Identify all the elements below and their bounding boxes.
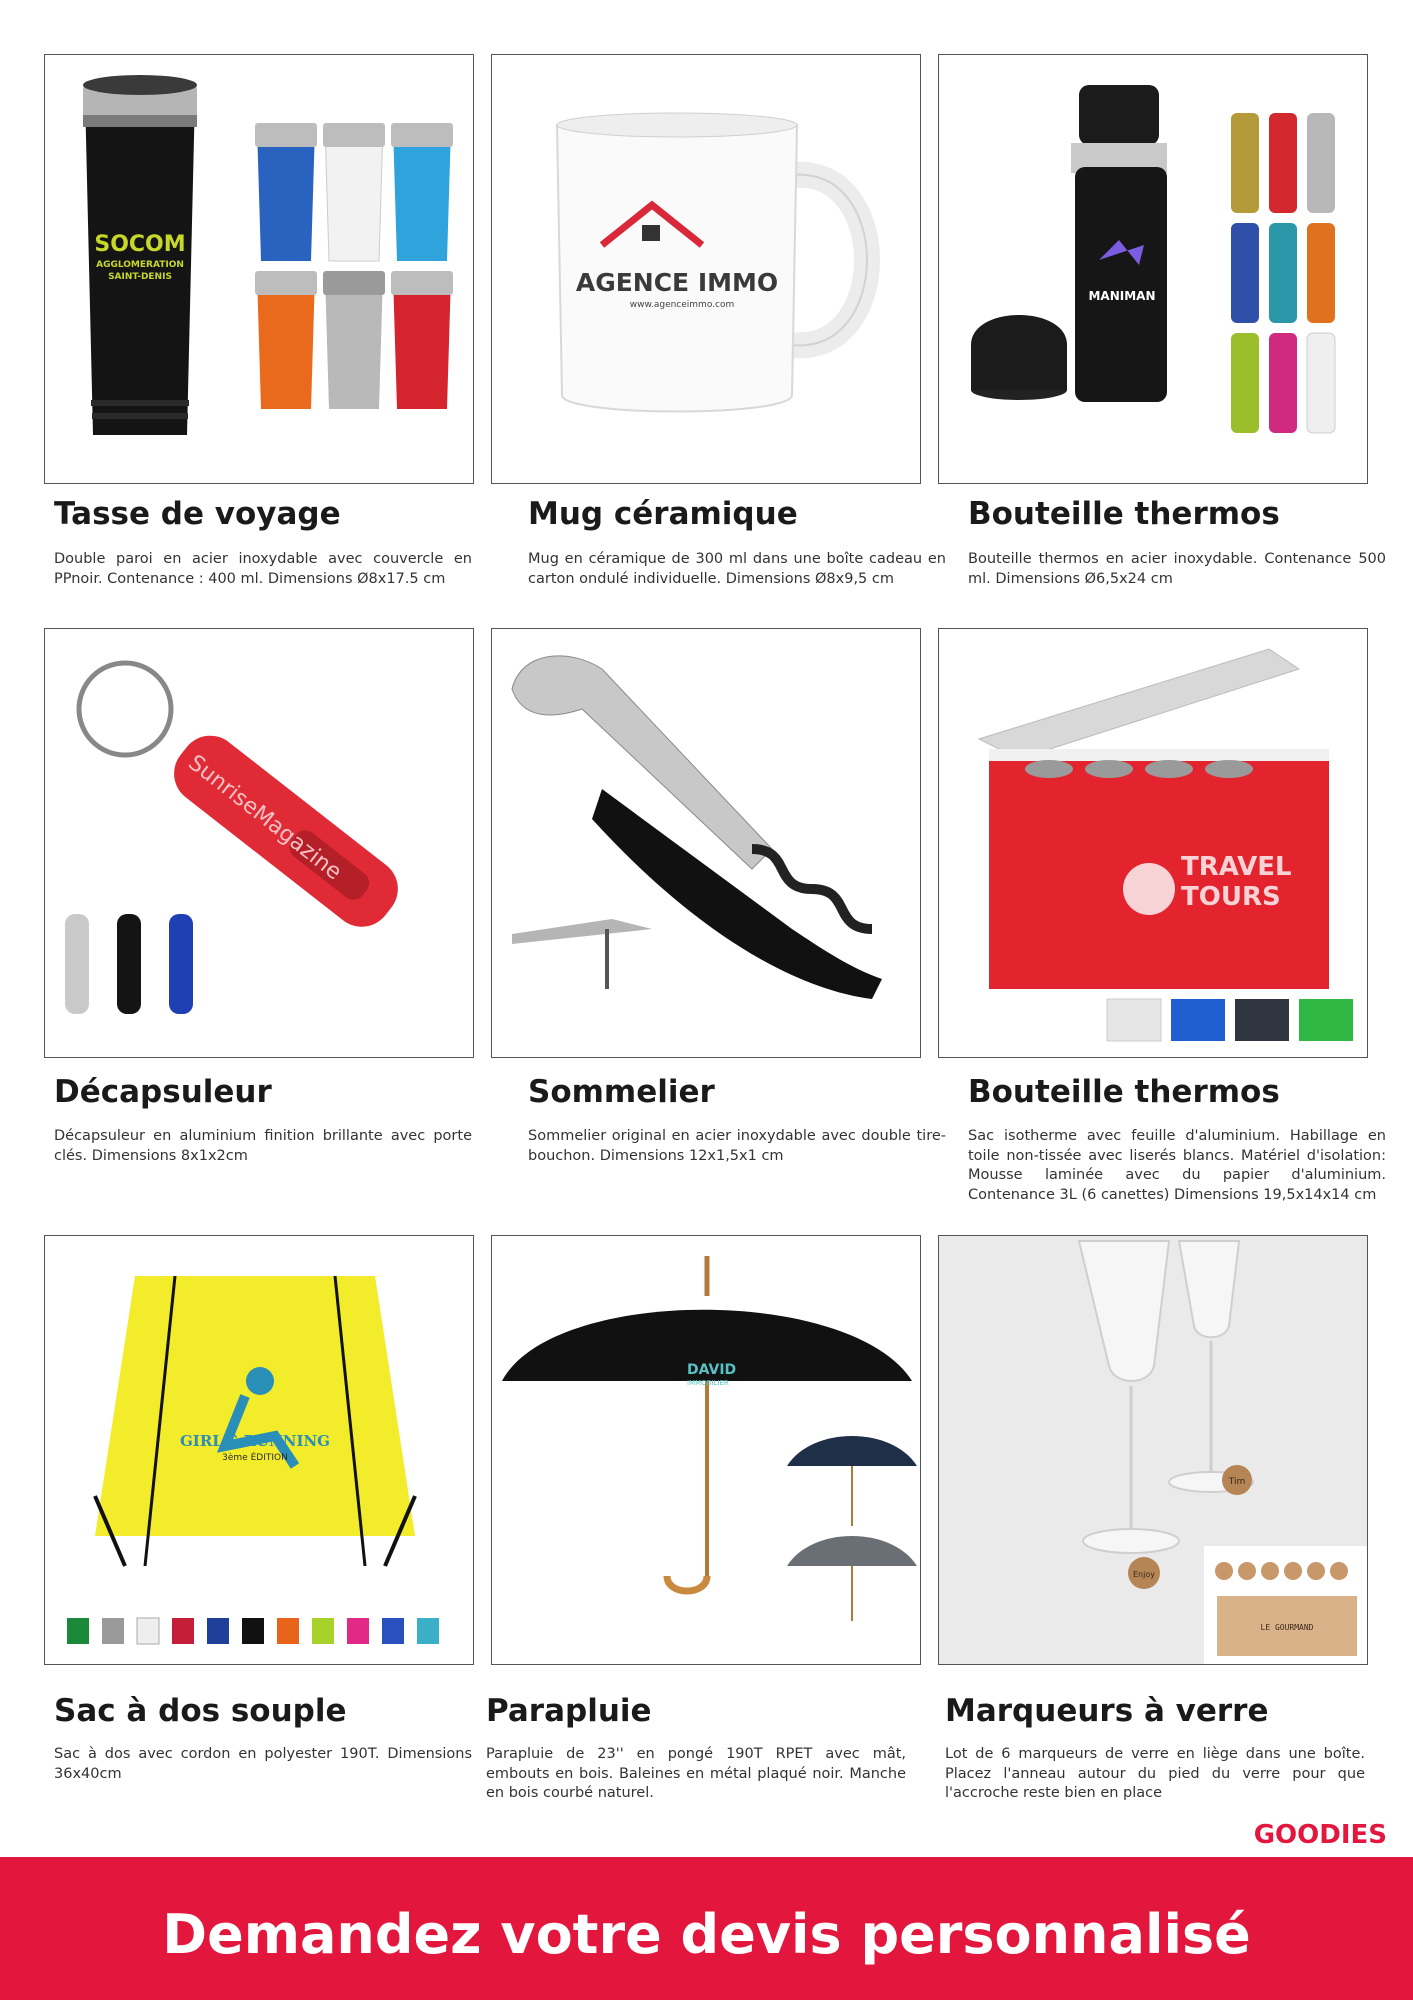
product-description: Double paroi en acier inoxydable avec couvercle en PPnoir. Contenance : 400 ml. Dimensions Ø8x17.5 cm (54, 551, 472, 587)
product-image-ceramic-mug (491, 54, 921, 484)
product-description: Sommelier original en acier inoxydable avec double tire-bouchon. Dimensions 12x1,5x1 cm (528, 1128, 946, 1164)
product-title: Bouteille thermos (968, 496, 1280, 532)
mug-logo-agence: AGENCE IMMO (575, 268, 779, 297)
product-description: Mug en céramique de 300 ml dans une boîte cadeau en carton ondulé individuelle. Dimensions Ø8x9,5 cm (528, 551, 946, 587)
product-image-thermos (938, 54, 1368, 484)
bag-logo-line1: TRAVEL (1181, 852, 1292, 882)
quote-banner-text[interactable]: Demandez votre devis personnalisé (162, 1903, 1251, 1966)
product-image-drawstring-bag (44, 1235, 474, 1665)
mug-logo-line2: AGGLOMERATION (96, 260, 184, 270)
product-description: Sac à dos avec cordon en polyester 190T. Dimensions 36x40cm (54, 1746, 472, 1782)
bag-logo-line2: 3ème ÉDITION (222, 1453, 288, 1463)
opener-logo: SunriseMagazine (183, 750, 347, 886)
product-image-bottle-opener (44, 628, 474, 1058)
product-description: Lot de 6 marqueurs de verre en liège dans une boîte. Placez l'anneau autour du pied du verre pour que l'accroche reste bien en place (945, 1746, 1365, 1801)
color-variants (255, 123, 453, 409)
mug-logo-socom: SOCOM (94, 232, 186, 257)
category-label: GOODIES (1253, 1820, 1387, 1850)
bag-logo-line1: GIRL'S RUNNING (180, 1432, 330, 1450)
product-title: Sommelier (528, 1074, 715, 1110)
product-description: Bouteille thermos en acier inoxydable. Contenance 500 ml. Dimensions Ø6,5x24 cm (968, 551, 1386, 587)
product-description: Sac isotherme avec feuille d'aluminium. Habillage en toile non-tissée avec liserés blancs. Matériel d'isolation: Mousse laminée avec du papier d'aluminium. Contenance 3L (6 canettes) Dimensions 19,5x14x14 cm (968, 1128, 1386, 1203)
product-image-cooler-bag (938, 628, 1368, 1058)
box-label: LE GOURMAND (1260, 1623, 1314, 1632)
product-description: Parapluie de 23'' en pongé 190T RPET avec mât, embouts en bois. Baleines en métal plaqué noir. Manche en bois courbé naturel. (486, 1746, 906, 1801)
mug-logo-url: www.agenceimmo.com (629, 300, 735, 310)
color-variants (1231, 113, 1335, 433)
product-title: Parapluie (486, 1693, 652, 1729)
product-title: Bouteille thermos (968, 1074, 1280, 1110)
color-variants (67, 1618, 439, 1644)
umbrella-logo-line1: DAVID (687, 1362, 737, 1378)
marker-label-tim: Tim (1228, 1477, 1246, 1487)
bag-logo-line2: TOURS (1181, 882, 1281, 912)
quote-banner[interactable] (0, 1857, 1413, 2000)
product-image-sommelier (491, 628, 921, 1058)
product-title: Marqueurs à verre (945, 1693, 1269, 1729)
product-image-glass-markers (938, 1235, 1368, 1665)
product-title: Décapsuleur (54, 1074, 272, 1110)
product-image-travel-mug (44, 54, 474, 484)
color-variants (65, 914, 193, 1014)
product-title: Mug céramique (528, 496, 798, 532)
marker-label-enjoy: Enjoy (1133, 1570, 1155, 1579)
product-description: Décapsuleur en aluminium finition brillante avec porte clés. Dimensions 8x1x2cm (54, 1128, 472, 1164)
umbrella-logo-line2: IMMOBILIER (687, 1379, 729, 1387)
product-title: Tasse de voyage (54, 496, 341, 532)
mug-logo-line3: SAINT-DENIS (108, 272, 172, 282)
color-variants (1107, 999, 1353, 1041)
product-image-umbrella (491, 1235, 921, 1665)
product-title: Sac à dos souple (54, 1693, 347, 1729)
thermos-logo: MANIMAN (1088, 289, 1156, 303)
